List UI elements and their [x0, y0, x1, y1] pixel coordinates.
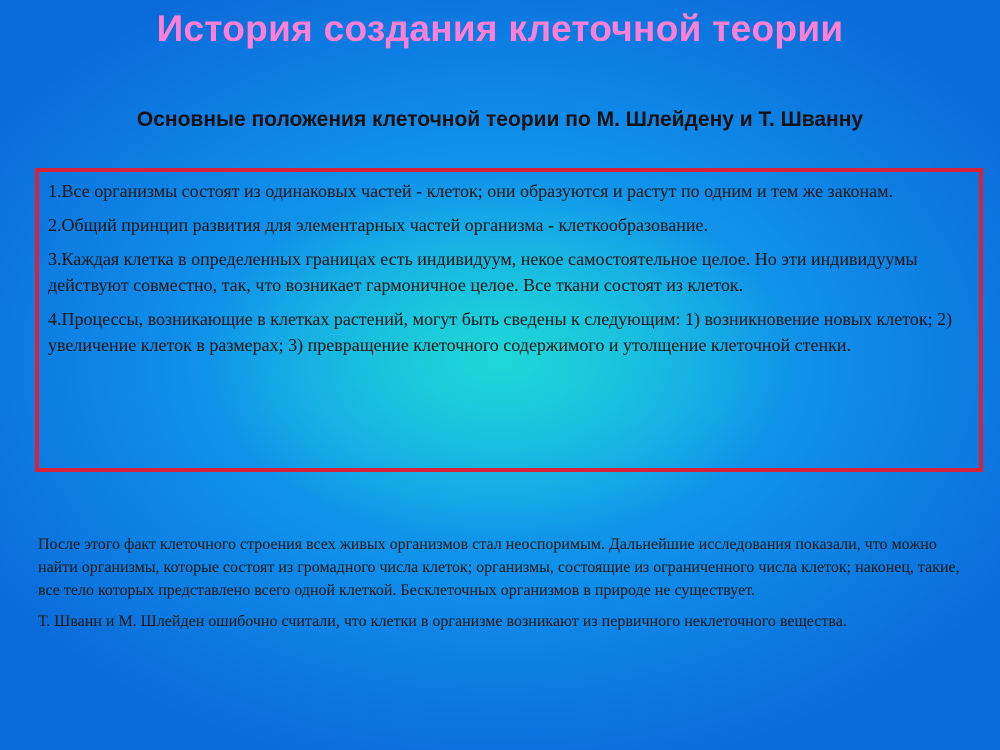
slide-title: История создания клеточной теории	[156, 8, 844, 49]
slide-subtitle: Основные положения клеточной теории по М. Шлейдену и Т. Шванну	[136, 108, 864, 131]
theory-position-item: 3.Каждая клетка в определенных границах есть индивидуум, некое самостоятельное целое. Но эти индивидуумы действуют совместно, так, что возникает гармоничное целое. Все ткани состоят из клеток.	[48, 249, 918, 295]
theory-positions-list	[39, 172, 979, 358]
conclusion-paragraph: После этого факт клеточного строения всех живых организмов стал неоспоримым. Дальнейшие исследования показали, что можно найти организмы, которые состоят из громадного числа клеток; организмы, состоящие из ограниченного числа клеток; наконец, такие, все тело которых представлено всего одной клеткой. Бесклеточных организмов в природе не существует.	[38, 536, 960, 599]
theory-position-item: 1.Все организмы состоят из одинаковых частей - клеток; они образуются и растут по одним и тем же законам.	[48, 181, 893, 201]
conclusion-paragraph: Т. Шванн и М. Шлейден ошибочно считали, что клетки в организме возникают из первичного неклеточного вещества.	[38, 613, 847, 630]
theory-position-item: 4.Процессы, возникающие в клетках растений, могут быть сведены к следующим: 1) возникновение новых клеток; 2) увеличение клеток в размерах; 3) превращение клеточного содержимого и утолщение клеточной стенки.	[48, 309, 953, 355]
theory-positions-box	[35, 168, 983, 472]
conclusion-text	[38, 533, 978, 641]
theory-position-item: 2.Общий принцип развития для элементарных частей организма - клеткообразование.	[48, 215, 709, 235]
